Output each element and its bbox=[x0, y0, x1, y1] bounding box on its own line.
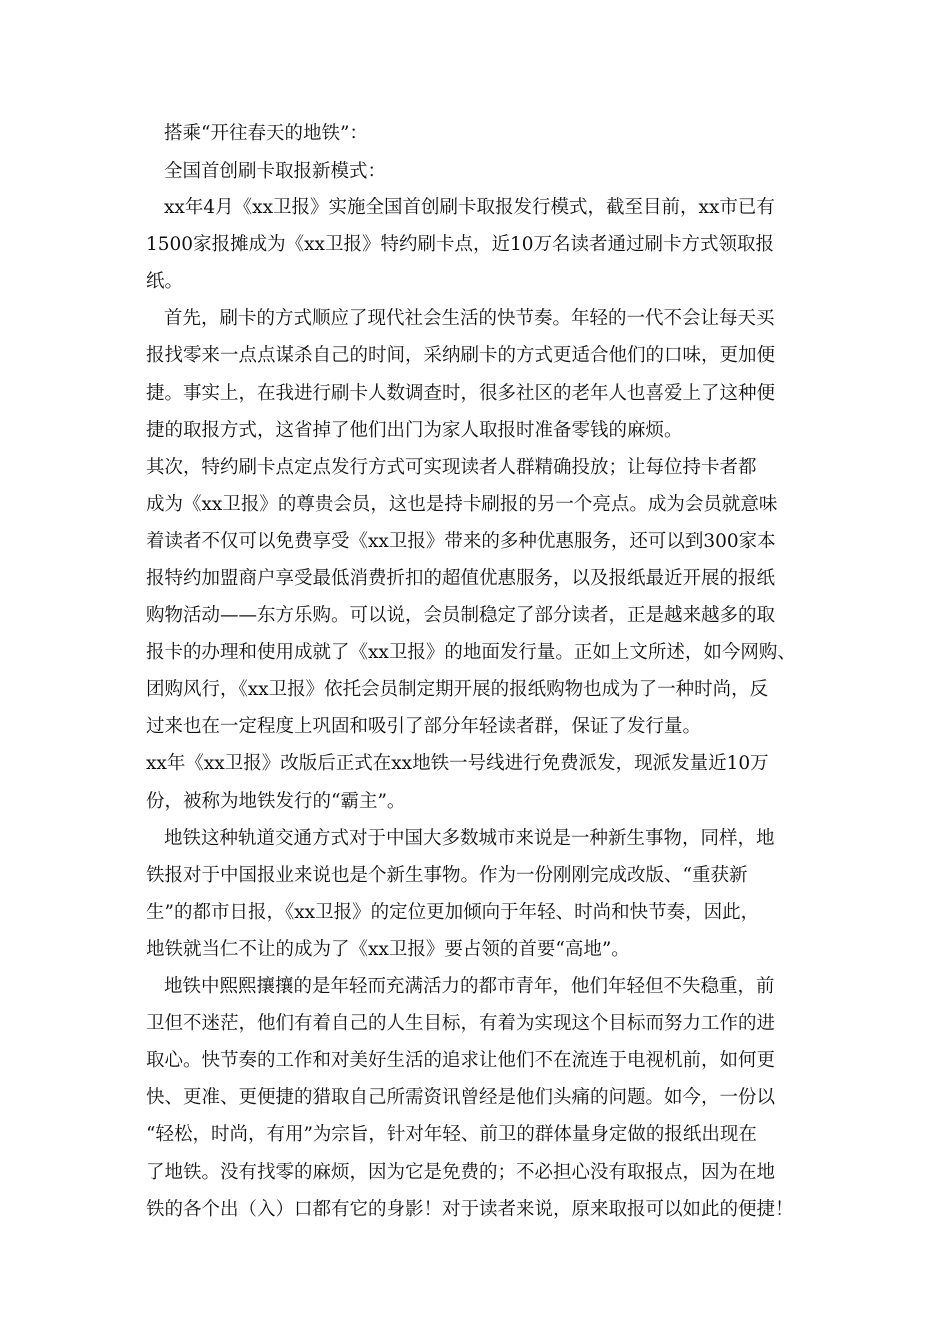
text-line: 团购风行，《xx卫报》依托会员制定期开展的报纸购物也成为了一种时尚，反 bbox=[146, 679, 769, 700]
text-line: xx年《xx卫报》改版后正式在xx地铁一号线进行免费派发，现派发量近10万 bbox=[146, 753, 769, 774]
text-line: 着读者不仅可以免费享受《xx卫报》带来的多种优惠服务，还可以到300家本 bbox=[146, 531, 776, 552]
text-line: 购物活动——东方乐购。可以说，会员制稳定了部分读者，正是越来越多的取 bbox=[146, 605, 776, 626]
text-line: 地铁就当仁不让的成为了《xx卫报》要占领的首要“高地”。 bbox=[146, 939, 630, 960]
heading-line-1: 搭乘“开往春天的地铁”： bbox=[164, 123, 368, 144]
text-line: 生”的都市日报，《xx卫报》的定位更加倾向于年轻、时尚和快节奏，因此， bbox=[146, 902, 760, 923]
text-line: 首先，刷卡的方式顺应了现代社会生活的快节奏。年轻的一代不会让每天买 bbox=[164, 308, 775, 329]
text-line: 1500家报摊成为《xx卫报》特约刷卡点，近10万名读者通过刷卡方式领取报 bbox=[146, 234, 774, 255]
text-line: 地铁中熙熙攘攘的是年轻而充满活力的都市青年，他们年轻但不失稳重，前 bbox=[164, 976, 775, 997]
text-line: 捷。事实上，在我进行刷卡人数调查时，很多社区的老年人也喜爱上了这种便 bbox=[146, 383, 776, 404]
heading-line-2: 全国首创刷卡取报新模式： bbox=[164, 161, 387, 182]
text-line: 报卡的办理和使用成就了《xx卫报》的地面发行量。正如上文所述，如今网购、 bbox=[146, 642, 796, 663]
text-line: 铁的各个出（入）口都有它的身影！对于读者来说，原来取报可以如此的便捷！ bbox=[146, 1199, 794, 1220]
text-line: 成为《xx卫报》的尊贵会员，这也是持卡刷报的另一个亮点。成为会员就意味 bbox=[146, 494, 778, 515]
text-line: 地铁这种轨道交通方式对于中国大多数城市来说是一种新生事物，同样，地 bbox=[164, 828, 775, 849]
text-line: 取心。快节奏的工作和对美好生活的追求让他们不在流连于电视机前，如何更 bbox=[146, 1050, 776, 1071]
text-line: 了地铁。没有找零的麻烦，因为它是免费的；不必担心没有取报点，因为在地 bbox=[146, 1162, 776, 1183]
text-line: 铁报对于中国报业来说也是个新生事物。作为一份刚刚完成改版、“重获新 bbox=[146, 865, 748, 886]
text-line: “轻松，时尚，有用”为宗旨，针对年轻、前卫的群体量身定做的报纸出现在 bbox=[146, 1124, 757, 1145]
text-line: 纸。 bbox=[146, 271, 184, 292]
text-line: 快、更准、更便捷的猎取自己所需资讯曾经是他们头痛的问题。如今，一份以 bbox=[146, 1087, 776, 1108]
text-line: 其次，特约刷卡点定点发行方式可实现读者人群精确投放；让每位持卡者都 bbox=[146, 457, 757, 478]
text-line: xx年4月《xx卫报》实施全国首创刷卡取报发行模式，截至目前，xx市已有 bbox=[164, 197, 775, 218]
text-line: 份，被称为地铁发行的“霸主”。 bbox=[146, 791, 406, 812]
text-line: 报特约加盟商户享受最低消费折扣的超值优惠服务，以及报纸最近开展的报纸 bbox=[146, 568, 776, 589]
text-line: 卫但不迷茫，他们有着自己的人生目标，有着为实现这个目标而努力工作的进 bbox=[146, 1013, 776, 1034]
text-line: 过来也在一定程度上巩固和吸引了部分年轻读者群，保证了发行量。 bbox=[146, 716, 702, 737]
text-line: 报找零来一点点谋杀自己的时间，采纳刷卡的方式更适合他们的口味，更加便 bbox=[146, 345, 776, 366]
text-line: 捷的取报方式，这省掉了他们出门为家人取报时准备零钱的麻烦。 bbox=[146, 420, 683, 441]
